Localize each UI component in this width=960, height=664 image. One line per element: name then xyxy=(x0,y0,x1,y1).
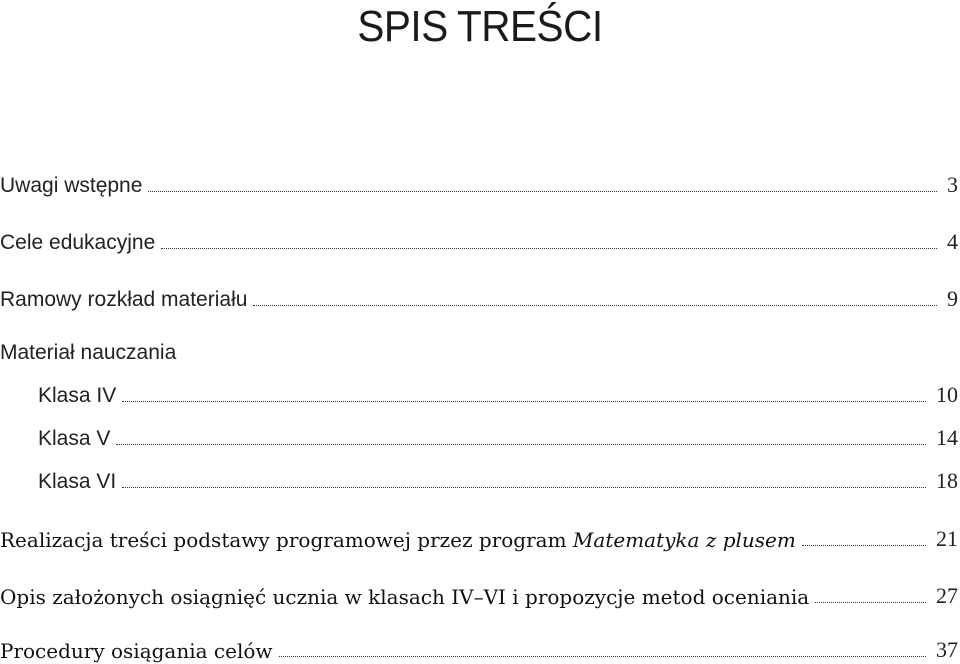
toc-entry-cele[interactable] xyxy=(0,227,958,255)
dot-leader xyxy=(116,444,926,445)
toc-entry-page: 9 xyxy=(947,286,958,311)
toc-entry-label: Klasa V xyxy=(38,427,111,450)
toc-entry-label: Uwagi wstępne xyxy=(0,174,143,197)
dot-leader xyxy=(279,656,927,657)
title-part-1: SPIS xyxy=(357,2,448,51)
page-title xyxy=(38,2,921,52)
toc-entry-realizacja[interactable] xyxy=(0,524,958,552)
toc-entry-page: 3 xyxy=(947,172,958,197)
toc-entry-page: 21 xyxy=(936,526,958,551)
dot-leader xyxy=(122,401,926,402)
toc-entry-label-text: Realizacja treści podstawy programowej przez program xyxy=(0,528,573,552)
toc-entry-page: 4 xyxy=(947,229,958,254)
toc-entry-label: Procedury osiągania celów xyxy=(0,639,273,663)
toc-entry-klasa-vi[interactable] xyxy=(38,466,958,494)
toc-entry-label: Ramowy rozkład materiału xyxy=(0,288,248,311)
dot-leader xyxy=(122,487,926,488)
dot-leader xyxy=(253,305,937,306)
toc-entry-klasa-v[interactable] xyxy=(38,423,958,451)
toc-entry-opis[interactable] xyxy=(0,581,958,609)
toc-entry-label: Klasa IV xyxy=(38,384,117,407)
toc-entry-label: Klasa VI xyxy=(38,470,117,493)
toc-entry-procedury[interactable] xyxy=(0,635,958,663)
toc-entry-page: 14 xyxy=(936,425,958,450)
title-part-2: TREŚCI xyxy=(456,2,603,51)
toc-entry-uwagi[interactable] xyxy=(0,170,958,198)
dot-leader xyxy=(148,191,937,192)
toc-entry-label xyxy=(0,528,796,552)
toc-entry-page: 18 xyxy=(936,468,958,493)
program-title: Matematyka z plusem xyxy=(572,528,796,552)
toc-entry-label: Cele edukacyjne xyxy=(0,231,156,254)
toc-entry-page: 27 xyxy=(936,583,958,608)
toc-entry-ramowy[interactable] xyxy=(0,284,958,312)
dot-leader xyxy=(802,545,926,546)
toc-entry-label: Opis założonych osiągnięć ucznia w klasach IV–VI i propozycje metod oceniania xyxy=(0,585,810,609)
dot-leader xyxy=(815,602,926,603)
toc-entry-page: 10 xyxy=(936,382,958,407)
toc-entry-klasa-iv[interactable] xyxy=(38,380,958,408)
section-heading: Materiał nauczania xyxy=(0,341,177,364)
toc-entry-page: 37 xyxy=(936,637,958,662)
dot-leader xyxy=(161,248,937,249)
